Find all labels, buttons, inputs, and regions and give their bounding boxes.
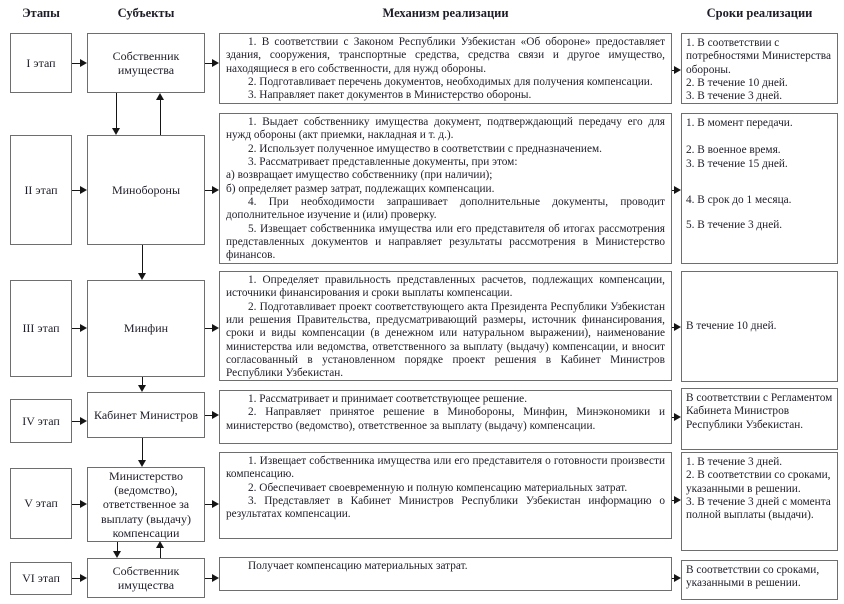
arrow-down-icon: [138, 460, 146, 467]
arrow-right-icon: [80, 574, 87, 582]
terms-box-6: [681, 560, 838, 600]
mechanism-item: 1. В соответствии с Законом Республики Узбекистан «Об обороне» предоставляет здания, сооружения, транспортные средства, средства связи и другое имущество, находящиеся в его собственности, для нужд обороны.: [226, 36, 665, 75]
arrow-down-icon: [138, 385, 146, 392]
terms-item: 4. В срок до 1 месяца.: [686, 193, 792, 206]
stage-label-4: IV этап: [22, 413, 60, 428]
mechanism-item: 1. Извещает собственника имущества или его представителя о готовности произвести компенсацию.: [226, 455, 665, 481]
terms-box-2: [681, 113, 838, 264]
column-header-terms: Сроки реализации: [706, 6, 813, 20]
arrow-right-icon: [212, 186, 219, 194]
stage-box-5: [10, 468, 72, 539]
arrow-up-icon: [156, 93, 164, 100]
arrow-right-icon: [80, 500, 87, 508]
connector-line: [142, 245, 143, 274]
mechanism-item: 3. Направляет пакет документов в Министерство обороны.: [248, 89, 532, 102]
stage-label-1: I этап: [26, 55, 56, 70]
mechanism-box-6: [219, 557, 672, 591]
mechanism-item: 1. Выдает собственнику имущества документ, подтверждающий передачу его для нужд обороны (акт приемки, накладная и т. д.).: [226, 116, 665, 142]
subject-label-5: Министерство (ведомство), ответственное за выплату (выдачу) компенсации: [101, 469, 191, 540]
mechanism-box-1: [219, 33, 672, 104]
arrow-down-icon: [138, 273, 146, 280]
terms-item: 2. В военное время.: [686, 144, 781, 157]
arrow-right-icon: [212, 500, 219, 508]
mechanism-box-3: [219, 271, 672, 381]
terms-item: 2. В соответствии со сроками, указанными в решении.: [686, 469, 831, 495]
arrow-right-icon: [212, 411, 219, 419]
connector-line: [160, 548, 161, 558]
terms-box-1: [681, 33, 838, 104]
terms-item: 5. В течение 3 дней.: [686, 219, 783, 232]
column-header-mechanism: Механизм реализации: [382, 6, 509, 20]
mechanism-item: 2. Подготавливает проект соответствующего акта Президента Республики Узбекистан или решения Правительства, предусматривающий размеры, источник финансирования, сроки и виды компенсации (в денежном или натуральном выражении), наименование министерства или ведомства, ответственного за выплату (выдачу) компенсации, и вносит согласованный в установленном порядке проект решения в Кабинет Министров Республики Узбекистан.: [226, 300, 665, 380]
mechanism-item: 3. Рассматривает представленные документы, при этом:: [248, 155, 518, 168]
terms-item: 1. В соответствии с потребностями Министерства обороны.: [686, 37, 831, 76]
mechanism-subitem: б) определяет размер затрат, подлежащих компенсации.: [226, 182, 495, 195]
stage-label-2: II этап: [24, 182, 58, 197]
arrow-right-icon: [674, 66, 681, 74]
arrow-down-icon: [113, 551, 121, 558]
subject-label-3: Минфин: [123, 321, 169, 336]
stage-box-4: [10, 399, 72, 443]
arrow-right-icon: [212, 574, 219, 582]
terms-item: В течение 10 дней.: [686, 319, 777, 332]
subject-label-2: Минобороны: [111, 182, 181, 197]
mechanism-item: 1. Рассматривает и принимает соответствующее решение.: [248, 393, 528, 405]
stage-box-3: [10, 280, 72, 377]
arrow-right-icon: [674, 496, 681, 504]
terms-item: 3. В течение 15 дней.: [686, 157, 788, 170]
terms-box-3: [681, 271, 838, 382]
mechanism-item: 2. Подготавливает перечень документов, необходимых для получения компенсации.: [248, 75, 653, 88]
mechanism-item: 1. Определяет правильность представленных расчетов, подлежащих компенсации, источники финансирования и сроки выплаты компенсации.: [226, 274, 665, 300]
terms-item: 2. В течение 10 дней.: [686, 76, 788, 89]
mechanism-box-2: [219, 113, 672, 264]
connector-line: [160, 100, 161, 135]
terms-box-4: [681, 388, 838, 450]
subject-label-1: Собственник имущества: [112, 48, 180, 77]
mechanism-subitem: а) возвращает имущество собственнику (при наличии);: [226, 169, 493, 182]
stage-box-2: [10, 135, 72, 245]
subject-label-4: Кабинет Министров: [93, 407, 198, 422]
terms-item: 3. В течение 3 дней с момента полной выплаты (выдачи).: [686, 495, 831, 522]
stage-label-3: III этап: [22, 321, 60, 335]
terms-box-5: [681, 452, 838, 551]
mechanism-box-4: [219, 390, 672, 444]
arrow-right-icon: [674, 323, 681, 331]
terms-item: В соответствии со сроками, указанными в решении.: [686, 564, 820, 590]
stage-box-1: [10, 33, 72, 93]
stage-box-6: [10, 562, 72, 595]
mechanism-item: 3. Представляет в Кабинет Министров Республики Узбекистан информацию о результатах компенсации.: [226, 494, 665, 521]
arrow-right-icon: [212, 324, 219, 332]
mechanism-item: 2. Направляет принятое решение в Минобороны, Минфин, Минэкономики и министерство (ведомство), ответственное за выплату (выдачу) компенсации.: [226, 406, 665, 432]
mechanism-item: 2. Обеспечивает своевременную и полную компенсацию материальных затрат.: [248, 481, 628, 494]
subject-box-5: [87, 467, 205, 542]
arrow-down-icon: [112, 128, 120, 135]
arrow-right-icon: [80, 59, 87, 67]
subject-label-6: Собственник имущества: [112, 563, 180, 592]
connector-line: [116, 93, 117, 129]
arrow-right-icon: [674, 186, 681, 194]
stage-label-6: VI этап: [22, 571, 60, 585]
subject-box-2: [87, 135, 205, 245]
arrow-right-icon: [674, 574, 681, 582]
arrow-right-icon: [212, 59, 219, 67]
terms-item: 1. В момент передачи.: [686, 117, 793, 129]
subject-box-1: [87, 33, 205, 93]
column-header-stages: Этапы: [22, 6, 60, 20]
mechanism-box-5: [219, 452, 672, 539]
subject-box-4: [87, 392, 205, 438]
arrow-right-icon: [80, 324, 87, 332]
mechanism-item: 4. При необходимости запрашивает дополнительные документы, проводит дополнительное изучение и (или) проверку.: [226, 195, 665, 222]
arrow-right-icon: [674, 413, 681, 421]
connector-line: [142, 438, 143, 461]
mechanism-item: 5. Извещает собственника имущества или его представителя об итогах рассмотрения представленных документов и направляет результаты рассмотрения в Министерство финансов.: [226, 222, 665, 262]
subject-box-6: [87, 558, 205, 598]
column-header-subjects: Субъекты: [117, 6, 175, 20]
terms-item: В соответствии с Регламентом Кабинета Министров Республики Узбекистан.: [686, 392, 833, 431]
terms-item: 1. В течение 3 дней.: [686, 456, 783, 468]
subject-box-3: [87, 280, 205, 377]
stage-label-5: V этап: [24, 496, 58, 510]
mechanism-item: Получает компенсацию материальных затрат.: [248, 560, 468, 572]
arrow-right-icon: [80, 417, 87, 425]
arrow-right-icon: [80, 186, 87, 194]
terms-item: 3. В течение 3 дней.: [686, 90, 783, 103]
arrow-up-icon: [156, 541, 164, 548]
mechanism-item: 2. Использует полученное имущество в соответствии с предназначением.: [248, 142, 602, 155]
